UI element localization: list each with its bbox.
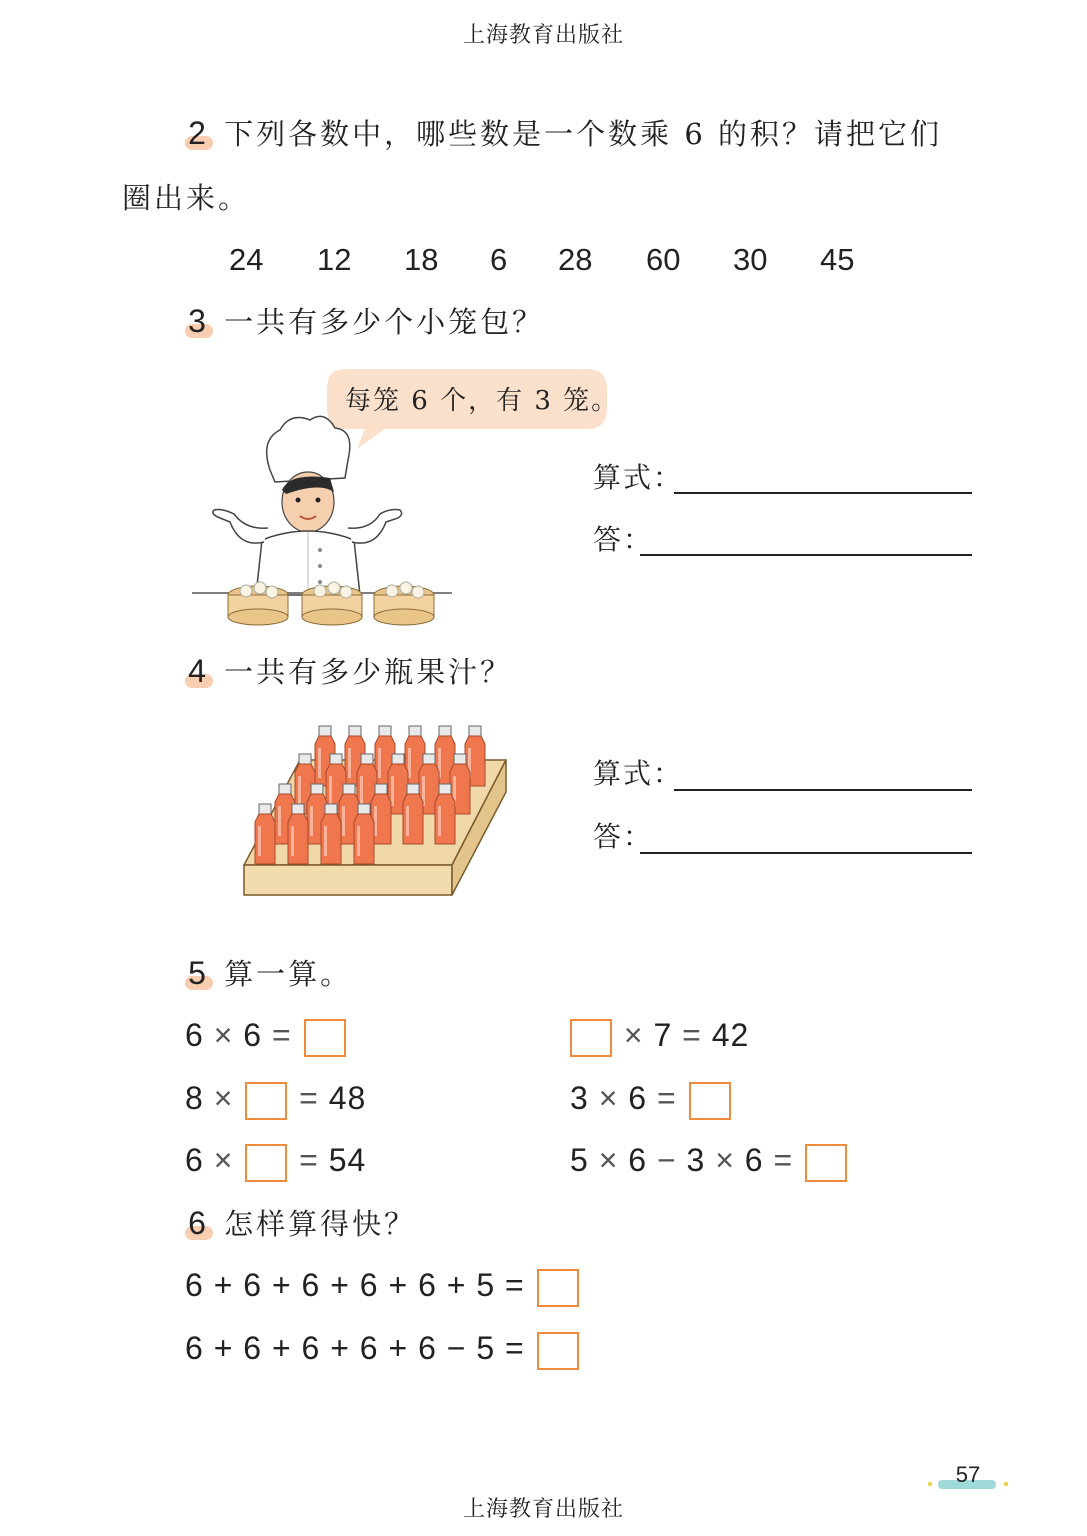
answer-label: 答：: [593, 820, 654, 853]
answer-box[interactable]: [689, 1082, 731, 1120]
number-item[interactable]: 28: [558, 242, 593, 277]
question-6-text: 怎样算得快？: [224, 1207, 417, 1241]
number-list: [0, 242, 1087, 282]
operand: 6: [185, 1142, 204, 1178]
juice-crate-illustration: [240, 720, 510, 898]
equation-row: [570, 1080, 733, 1120]
chef-illustration: [190, 410, 460, 630]
question-2-text: 下列各数中，哪些数是一个数乘 6 的积？请把它们: [224, 117, 942, 151]
question-5-text: 算一算。: [224, 957, 353, 991]
result: 54: [328, 1142, 367, 1178]
operand: 7: [653, 1017, 673, 1053]
answer-label: 答：: [593, 523, 654, 556]
publisher-header: 上海教育出版社: [462, 23, 624, 48]
equation-row: [570, 1142, 849, 1182]
multiply-sign: ×: [598, 1080, 619, 1116]
multiply-sign: ×: [213, 1142, 234, 1178]
question-3-text: 一共有多少个小笼包？: [224, 305, 545, 339]
number-item[interactable]: 45: [820, 242, 855, 277]
answer-box[interactable]: [304, 1019, 346, 1057]
expression: 6 + 6 + 6 + 6 + 6 − 5 =: [185, 1330, 525, 1366]
answer-box[interactable]: [570, 1019, 612, 1057]
number-item[interactable]: 18: [404, 242, 439, 277]
question-5: [183, 952, 352, 993]
operand: 6: [185, 1017, 204, 1053]
equation-row: [185, 1080, 366, 1120]
question-2-text-continued: 圈出来。: [122, 181, 251, 215]
equals-sign: =: [773, 1142, 794, 1178]
multiply-sign: ×: [598, 1142, 619, 1178]
multiply-sign: ×: [715, 1142, 735, 1178]
equals-sign: =: [656, 1080, 677, 1116]
question-number-6: 6: [183, 1205, 211, 1242]
publisher-footer: 上海教育出版社: [462, 1497, 624, 1522]
multiply-sign: ×: [623, 1017, 644, 1053]
operand: 3: [570, 1080, 589, 1116]
operand: 6: [628, 1142, 648, 1178]
equation-row: [185, 1330, 581, 1370]
answer-box[interactable]: [537, 1269, 579, 1307]
equation-row: [185, 1017, 348, 1057]
number-item[interactable]: 60: [646, 242, 681, 277]
equation-row: [185, 1142, 366, 1182]
formula-answer-line[interactable]: [674, 789, 972, 791]
operand: 6: [243, 1017, 263, 1053]
answer-box[interactable]: [245, 1082, 287, 1120]
question-2-line1: [183, 112, 942, 153]
result: 42: [711, 1017, 750, 1053]
operand: 3: [686, 1142, 706, 1178]
number-item[interactable]: 30: [733, 242, 768, 277]
page-number: 57: [955, 1462, 981, 1487]
answer-box[interactable]: [537, 1332, 579, 1370]
formula-answer-line[interactable]: [674, 492, 972, 494]
operand: 6: [628, 1080, 648, 1116]
formula-label: 算式：: [593, 757, 684, 790]
number-item[interactable]: 24: [229, 242, 264, 277]
question-6: [183, 1202, 416, 1243]
equation-row: [568, 1017, 749, 1057]
answer-line[interactable]: [640, 852, 972, 854]
speech-bubble-text: 每笼 6 个，有 3 笼。: [345, 386, 620, 416]
question-number-3: 3: [183, 303, 211, 340]
minus-sign: −: [656, 1142, 677, 1178]
equals-sign: =: [299, 1142, 319, 1178]
operand: 8: [185, 1080, 204, 1116]
question-number-5: 5: [183, 955, 211, 992]
answer-box[interactable]: [245, 1144, 287, 1182]
question-number-4: 4: [183, 653, 211, 690]
question-3: [183, 300, 544, 341]
multiply-sign: ×: [213, 1080, 234, 1116]
multiply-sign: ×: [213, 1017, 234, 1053]
number-item[interactable]: 12: [317, 242, 352, 277]
equals-sign: =: [682, 1017, 702, 1053]
answer-box[interactable]: [805, 1144, 847, 1182]
expression: 6 + 6 + 6 + 6 + 6 + 5 =: [185, 1267, 525, 1303]
formula-label: 算式：: [593, 461, 684, 494]
question-number-2: 2: [183, 115, 211, 152]
operand: 6: [744, 1142, 764, 1178]
question-4: [183, 650, 512, 691]
equals-sign: =: [299, 1080, 319, 1116]
question-4-text: 一共有多少瓶果汁？: [224, 655, 513, 689]
equation-row: [185, 1267, 581, 1307]
number-item[interactable]: 6: [490, 242, 508, 277]
result: 48: [328, 1080, 367, 1116]
equals-sign: =: [271, 1017, 292, 1053]
answer-line[interactable]: [640, 554, 972, 556]
operand: 5: [570, 1142, 589, 1178]
